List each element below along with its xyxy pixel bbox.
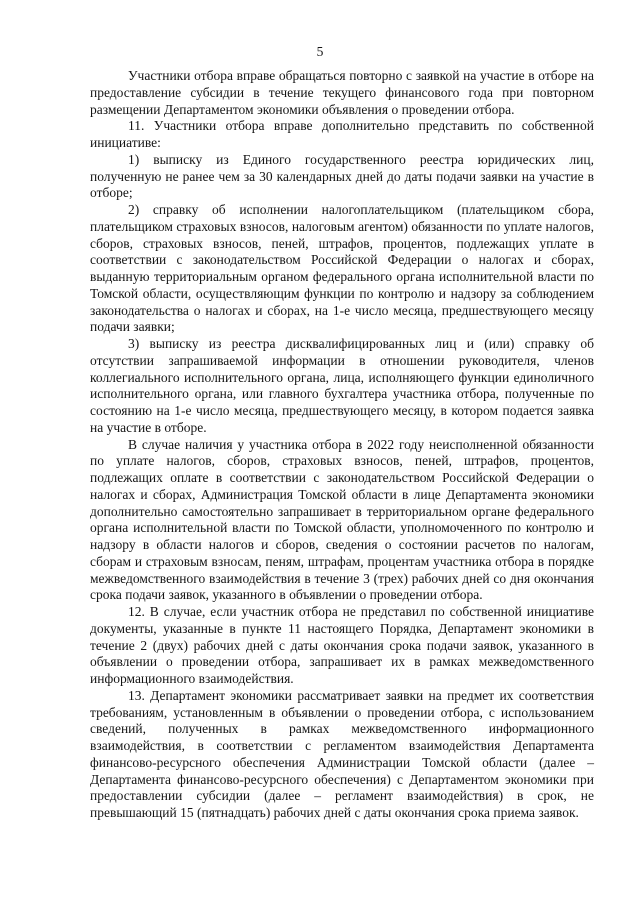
paragraph-11-item-1: 1) выписку из Единого государственного реестра юридических лиц, полученную не ранее чем за 30 календарных дней до даты подачи заявки на участие в отборе; (90, 151, 594, 201)
paragraph-12: 12. В случае, если участник отбора не представил по собственной инициативе документы, указанные в пункте 11 настоящего Порядка, Департамент экономики в течение 2 (двух) рабочих дней с даты окончания срока подачи заявок, указанного в объявлении о проведении отбора, запрашивает их в рамках межведомственного информационного взаимодействия. (90, 604, 594, 686)
paragraph-11: 11. Участники отбора вправе дополнительно представить по собственной инициативе: (90, 118, 594, 150)
paragraph-11-item-2: 2) справку об исполнении налогоплательщиком (плательщиком сбора, плательщиком страховых взносов, налоговым агентом) обязанности по уплате налогов, сборов, страховых взносов, пеней, штрафов, процентов, подлежащих уплате в соответствии с законодательством Российской Федерации о налогах и сборах, выданную территориальным органом федерального органа исполнительной власти по Томской области, осуществляющим функции по контролю и надзору за соблюдением законодательства о налогах и сборах, на 1-е число месяца, предшествующего месяцу подачи заявки; (90, 202, 594, 335)
paragraph-repeat-application: Участники отбора вправе обращаться повторно с заявкой на участие в отборе на предоставление субсидии в течение текущего финансового года при повторном размещении Департаментом экономики объявления о проведении отбора. (90, 68, 594, 117)
paragraph-11-item-3: 3) выписку из реестра дисквалифицированных лиц и (или) справку об отсутствии запрашиваемой информации в отношении руководителя, членов коллегиального исполнительного органа, лица, исполняющего функции единоличного исполнительного органа, или главного бухгалтера участника отбора, полученные по состоянию на 1-е число месяца, предшествующего месяцу, в котором подается заявка на участие в отборе. (90, 336, 594, 435)
paragraph-13: 13. Департамент экономики рассматривает заявки на предмет их соответствия требованиям, установленным в объявлении о проведении отбора, с использованием сведений, полученных в рамках межведомственного информационного взаимодействия, в соответствии с регламентом взаимодействия Департамента финансово-ресурсного обеспечения Администрации Томской области (далее – Департамента финансово-ресурсного обеспечения) с Департаментом экономики при предоставлении субсидии (далее – регламент взаимодействия) в срок, не превышающий 15 (пятнадцать) рабочих дней с даты окончания срока приема заявок. (90, 687, 594, 820)
document-body (90, 68, 594, 822)
paragraph-tax-debt: В случае наличия у участника отбора в 2022 году неисполненной обязанности по уплате налогов, сборов, страховых взносов, пеней, штрафов, процентов, подлежащих оплате в соответствии с законодательством Российской Федерации о налогах и сборах, Администрация Томской области в лице Департамента экономики дополнительно самостоятельно запрашивает в территориальном органе федерального органа исполнительной власти по Томской области, уполномоченного по контролю и надзору в области налогов и сборов, сведения о состоянии расчетов по налогам, сборам и страховым взносам, пеням, штрафам, процентам участника отбора в порядке межведомственного взаимодействия в течение 3 (трех) рабочих дней со дня окончания срока подачи заявок, указанного в объявлении о проведении отбора. (90, 436, 594, 603)
page-number: 5 (316, 44, 324, 59)
